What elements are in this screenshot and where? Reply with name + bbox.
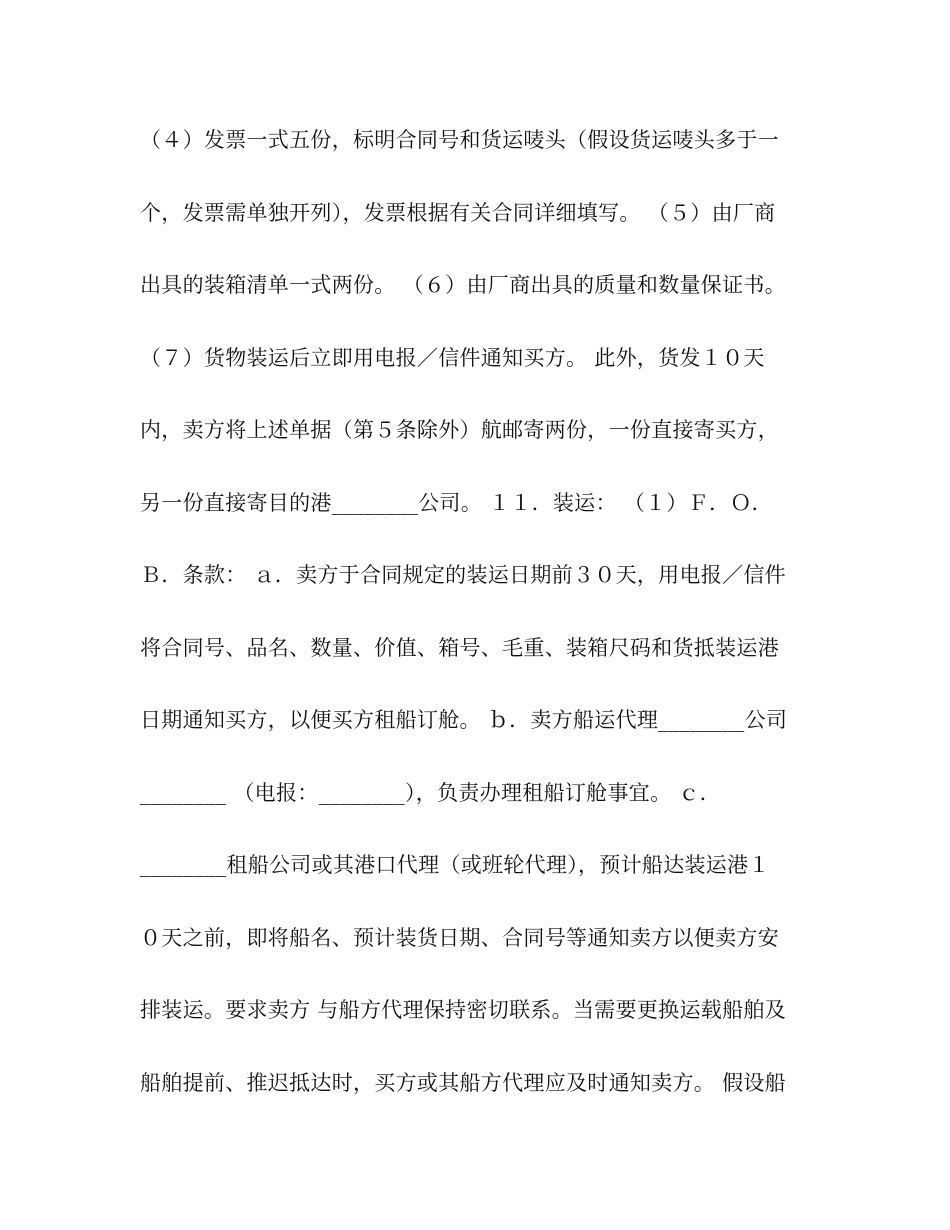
text-line-10: ________ （电报：________），负责办理租船订舱事宜。 ｃ．	[140, 780, 721, 805]
text-line-1: （４）发票一式五份，标明合同号和货运唛头（假设货运唛头多于一	[140, 128, 779, 152]
text-line-7: Ｂ．条款： ａ．卖方于合同规定的装运日期前３０天，用电报／信件	[140, 563, 786, 587]
text-line-6: 另一份直接寄目的港________公司。 １１．装运： （１）Ｆ．Ｏ．	[140, 490, 773, 515]
text-line-3: 出具的装箱清单一式两份。 （６）由厂商出具的质量和数量保证书。	[140, 273, 786, 297]
text-line-13: 排装运。要求卖方 与船方代理保持密切联系。当需要更换运载船舶及	[140, 998, 786, 1022]
text-line-11: ________租船公司或其港口代理（或班轮代理），预计船达装运港１	[140, 853, 770, 877]
text-line-5: 内，卖方将上述单据（第５条除外）航邮寄两份，一份直接寄买方，	[140, 418, 779, 442]
text-line-12: ０天之前，即将船名、预计装货日期、合同号等通知卖方以便卖方安	[140, 925, 779, 950]
text-line-9: 日期通知买方，以便买方租船订舱。 ｂ．卖方船运代理________公司	[140, 708, 788, 732]
text-line-4: （７）货物装运后立即用电报／信件通知买方。 此外，货发１０天	[140, 345, 765, 370]
text-line-8: 将合同号、品名、数量、价值、箱号、毛重、装箱尺码和货抵装运港	[140, 635, 779, 660]
body-text	[140, 120, 810, 1135]
text-line-14: 船舶提前、推迟抵达时，买方或其船方代理应及时通知卖方。 假设船	[140, 1070, 786, 1095]
text-line-2: 个，发票需单独开列），发票根据有关合同详细填写。 （５）由厂商	[140, 200, 776, 225]
